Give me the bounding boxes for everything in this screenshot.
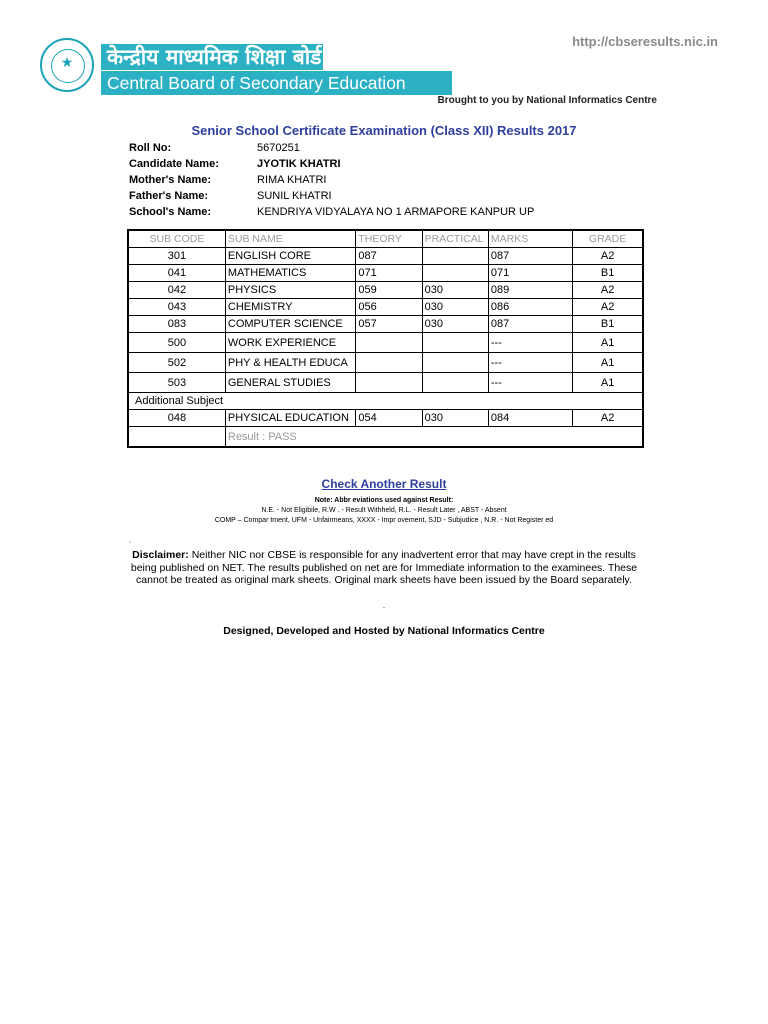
cell-grade: A2: [573, 410, 643, 427]
stray-mark: `: [129, 541, 132, 550]
table-row: [128, 299, 643, 316]
cell-grade: B1: [573, 316, 643, 333]
result-empty-cell: [128, 427, 225, 448]
father-name-label: Father's Name:: [129, 190, 209, 202]
cell-practical: [422, 373, 488, 393]
cell-sub-name: COMPUTER SCIENCE: [225, 316, 356, 333]
result-row: [128, 427, 643, 448]
exam-title: Senior School Certificate Examination (Class XII) Results 2017: [191, 123, 577, 138]
cell-sub-name: PHY & HEALTH EDUCA: [225, 353, 356, 373]
cell-theory: [356, 373, 422, 393]
cell-marks: 089: [488, 282, 572, 299]
candidate-info: [129, 140, 534, 220]
header-theory: THEORY: [356, 230, 422, 248]
footer-credit: Designed, Developed and Hosted by National Informatics Centre: [223, 625, 545, 637]
brought-by-text: Brought to you by National Informatics Centre: [437, 95, 657, 106]
mother-name-value: RIMA KHATRI: [257, 174, 327, 186]
candidate-name-value: JYOTIK KHATRI: [257, 158, 341, 170]
cell-grade: A1: [573, 333, 643, 353]
cell-marks: 087: [488, 248, 572, 265]
cell-sub-code: 048: [128, 410, 225, 427]
title-english: Central Board of Secondary Education: [107, 73, 406, 93]
cell-sub-code: 503: [128, 373, 225, 393]
cell-sub-name: CHEMISTRY: [225, 299, 356, 316]
cell-theory: 059: [356, 282, 422, 299]
header-practical: PRACTICAL: [422, 230, 488, 248]
cell-sub-code: 500: [128, 333, 225, 353]
cell-theory: 087: [356, 248, 422, 265]
cell-grade: B1: [573, 265, 643, 282]
header-marks: MARKS: [488, 230, 572, 248]
cell-marks: 087: [488, 316, 572, 333]
cell-marks: ---: [488, 333, 572, 353]
cell-marks: 086: [488, 299, 572, 316]
cell-practical: [422, 248, 488, 265]
cell-sub-name: PHYSICAL EDUCATION: [225, 410, 356, 427]
marks-table: [127, 229, 644, 448]
table-row: [128, 248, 643, 265]
cell-practical: 030: [422, 282, 488, 299]
cell-marks: ---: [488, 353, 572, 373]
note-line-1: N.E. - Not Eligibile, R.W . - Result Withheld, R.L. - Result Later , ABST - Absent: [261, 507, 507, 514]
cell-practical: [422, 353, 488, 373]
cell-grade: A2: [573, 248, 643, 265]
father-name-value: SUNIL KHATRI: [257, 190, 332, 202]
cell-sub-code: 041: [128, 265, 225, 282]
table-row: [128, 410, 643, 427]
cell-marks: 084: [488, 410, 572, 427]
cell-practical: 030: [422, 299, 488, 316]
cell-practical: [422, 265, 488, 282]
result-status: Result : PASS: [225, 427, 643, 448]
additional-subject-label: Additional Subject: [128, 393, 643, 410]
cbse-emblem-icon: [40, 38, 94, 92]
cell-marks: ---: [488, 373, 572, 393]
table-row: [128, 353, 643, 373]
cell-practical: 030: [422, 410, 488, 427]
header-sub-name: SUB NAME: [225, 230, 356, 248]
title-hindi: केन्द्रीय माध्यमिक शिक्षा बोर्ड: [107, 45, 322, 69]
cell-theory: [356, 333, 422, 353]
cell-sub-code: 042: [128, 282, 225, 299]
school-name-label: School's Name:: [129, 206, 212, 218]
cell-sub-code: 083: [128, 316, 225, 333]
mother-name-label: Mother's Name:: [129, 174, 212, 186]
disclaimer: [130, 549, 638, 587]
note-line-2: COMP – Compar tment, UFM - Unfairmeans, XXXX - Impr ovement, SJD - Subjudice , N.R. - Not Register ed: [214, 517, 554, 524]
cell-theory: 054: [356, 410, 422, 427]
disclaimer-label: Disclaimer:: [132, 549, 189, 561]
roll-value: 5670251: [257, 142, 300, 154]
cell-sub-name: PHYSICS: [225, 282, 356, 299]
title-hindi-band: [101, 44, 323, 70]
candidate-name-row: [129, 156, 534, 172]
cell-marks: 071: [488, 265, 572, 282]
header-sub-code: SUB CODE: [128, 230, 225, 248]
school-name-value: KENDRIYA VIDYALAYA NO 1 ARMAPORE KANPUR UP: [257, 206, 535, 218]
site-url[interactable]: http://cbseresults.nic.in: [572, 34, 718, 49]
cell-practical: [422, 333, 488, 353]
title-english-band: [101, 71, 452, 95]
roll-label: Roll No:: [129, 142, 172, 154]
table-row: [128, 282, 643, 299]
cell-sub-code: 502: [128, 353, 225, 373]
cell-theory: 071: [356, 265, 422, 282]
cell-grade: A1: [573, 373, 643, 393]
father-name-row: [129, 188, 534, 204]
table-row: [128, 333, 643, 353]
cell-sub-code: 301: [128, 248, 225, 265]
separator-dot: .: [382, 601, 386, 610]
cell-sub-name: WORK EXPERIENCE: [225, 333, 356, 353]
table-row: [128, 373, 643, 393]
cell-grade: A1: [573, 353, 643, 373]
cell-theory: 056: [356, 299, 422, 316]
emblem-glyph: ★: [60, 54, 74, 70]
cell-sub-name: MATHEMATICS: [225, 265, 356, 282]
table-row: [128, 316, 643, 333]
additional-subject-row: [128, 393, 643, 410]
cell-sub-code: 043: [128, 299, 225, 316]
cell-theory: [356, 353, 422, 373]
table-row: [128, 265, 643, 282]
roll-row: [129, 140, 534, 156]
cell-sub-name: GENERAL STUDIES: [225, 373, 356, 393]
school-name-row: [129, 204, 534, 220]
cell-practical: 030: [422, 316, 488, 333]
header-grade: GRADE: [573, 230, 643, 248]
check-another-result-link[interactable]: Check Another Result: [321, 477, 447, 491]
cell-grade: A2: [573, 282, 643, 299]
cell-grade: A2: [573, 299, 643, 316]
disclaimer-text: Neither NIC nor CBSE is responsible for any inadvertent error that may have crept in the results being published on NET. The results published on net are for Immediate information to the examinees. These cannot be treated as original mark sheets. Original mark sheets have been issued by the Board separately.: [130, 549, 638, 586]
mother-name-row: [129, 172, 534, 188]
note-heading: Note: Abbr eviations used against Result:: [314, 497, 454, 504]
candidate-name-label: Candidate Name:: [129, 158, 219, 170]
cell-theory: 057: [356, 316, 422, 333]
table-header-row: [128, 230, 643, 248]
cell-sub-name: ENGLISH CORE: [225, 248, 356, 265]
